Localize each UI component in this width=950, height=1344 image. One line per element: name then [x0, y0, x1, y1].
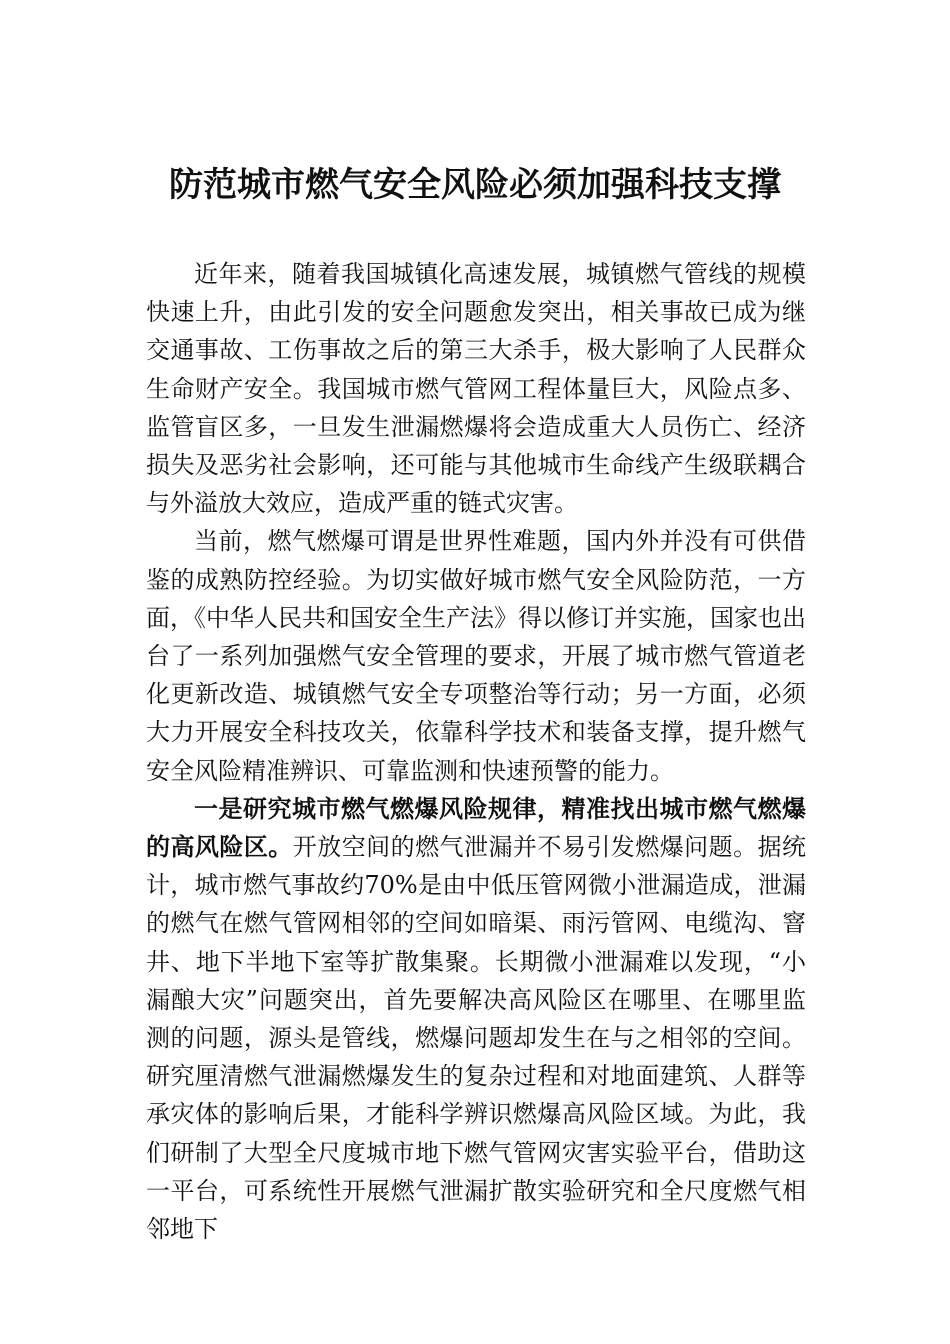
paragraph-text: 当前，燃气燃爆可谓是世界性难题，国内外并没有可供借鉴的成熟防控经验。为切实做好城市燃气安全风险防范，一方面，《中华人民共和国安全生产法》得以修订并实施，国家也出台了一系列加强燃气安全管理的要求，开展了城市燃气管道老化更新改造、城镇燃气安全专项整治等行动；另一方面，必须大力开展安全科技攻关，依靠科学技术和装备支撑，提升燃气安全风险精准辨识、可靠监测和快速预警的能力。 [146, 527, 806, 785]
document-body [146, 255, 806, 1248]
paragraph-text: 开放空间的燃气泄漏并不易引发燃爆问题。据统计，城市燃气事故约70%是由中低压管网微小泄漏造成，泄漏的燃气在燃气管网相邻的空间如暗渠、雨污管网、电缆沟、窨井、地下半地下室等扩散集聚。长期微小泄漏难以发现，“小漏酿大灾”问题突出，首先要解决高风险区在哪里、在哪里监测的问题，源头是管线，燃爆问题却发生在与之相邻的空间。研究厘清燃气泄漏燃爆发生的复杂过程和对地面建筑、人群等承灾体的影响后果，才能科学辨识燃爆高风险区域。为此，我们研制了大型全尺度城市地下燃气管网灾害实验平台，借助这一平台，可系统性开展燃气泄漏扩散实验研究和全尺度燃气相邻地下 [146, 833, 807, 1244]
document-title: 防范城市燃气安全风险必须加强科技支撑 [169, 165, 781, 205]
paragraph-text: 近年来，随着我国城镇化高速发展，城镇燃气管线的规模快速上升，由此引发的安全问题愈发突出，相关事故已成为继交通事故、工伤事故之后的第三大杀手，极大影响了人民群众生命财产安全。我国城市燃气管网工程体量巨大，风险点多、监管盲区多，一旦发生泄漏燃爆将会造成重大人员伤亡、经济损失及恶劣社会影响，还可能与其他城市生命线产生级联耦合与外溢放大效应，造成严重的链式灾害。 [146, 260, 806, 518]
paragraph-lead-bold: 一是研究城市燃气燃爆风险规律，精准找出城市燃气燃爆的高风险区。 [146, 794, 806, 862]
paragraph-intro [146, 255, 806, 522]
paragraph-current-status [146, 522, 806, 789]
paragraph-point-one [146, 790, 806, 1248]
